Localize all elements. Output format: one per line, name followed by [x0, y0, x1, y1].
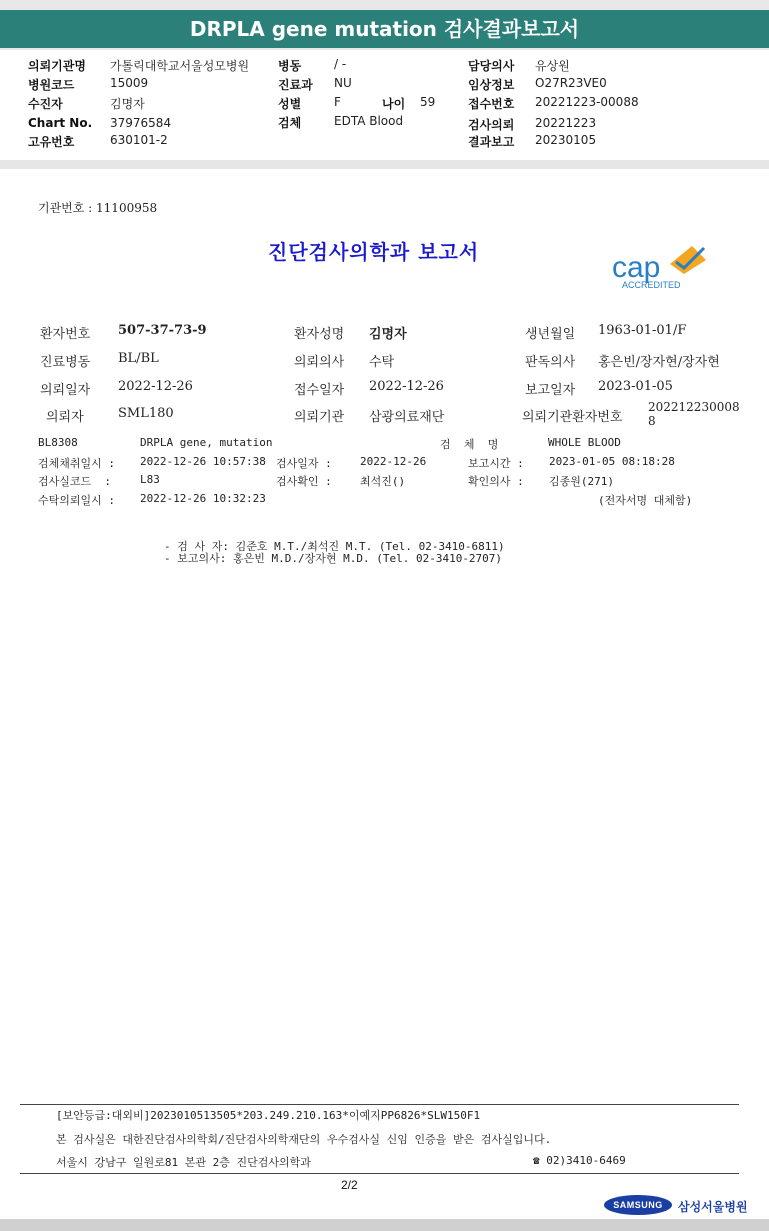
header-label: Chart No.	[28, 116, 93, 130]
header-value: F	[334, 95, 341, 109]
detail-label: 수탁의뢰일시 :	[38, 494, 116, 507]
report-title-bar: DRPLA gene mutation 검사결과보고서	[0, 10, 769, 48]
detail-label: 확인의사 :	[468, 475, 524, 488]
detail-value: 최석진()	[360, 475, 406, 488]
report-heading: 진단검사의학과 보고서	[268, 240, 480, 264]
grid-label: 진료병동	[40, 355, 91, 370]
staff-line: - 검 사 자: 김준호 M.T./최석진 M.T. (Tel. 02-3410-6811)	[164, 540, 505, 553]
header-value: 37976584	[110, 116, 172, 130]
grid-value: 수탁	[369, 355, 395, 370]
header-label: 진료과	[278, 78, 313, 92]
detail-label: 검체채취일시 :	[38, 457, 116, 470]
cap-logo-word: cap	[612, 251, 661, 284]
grid-value: 삼광의료재단	[369, 410, 445, 425]
certification-line: 본 검사실은 대한진단검사의학회/진단검사의학재단의 우수검사실 신임 인증을 받은 검사실입니다.	[56, 1133, 552, 1146]
header-value: 가톨릭대학교서울성모병원	[110, 59, 250, 73]
grid-value: 1963-01-01/F	[598, 323, 687, 338]
header-value: 15009	[110, 76, 149, 90]
bottom-scroll-band	[0, 1219, 769, 1231]
detail-label: 보고시간 :	[468, 457, 524, 470]
detail-value: 김종원(271)	[549, 475, 614, 488]
grid-label: 의뢰기관	[294, 410, 345, 425]
header-value: O27R23VE0	[535, 76, 607, 90]
detail-label: 검사일자 :	[276, 457, 332, 470]
header-value: 20230105	[535, 133, 597, 147]
header-label: 임상정보	[468, 78, 515, 92]
header-value: / -	[334, 57, 347, 71]
header-value: 20221223-00088	[535, 95, 639, 109]
header-value: EDTA Blood	[334, 114, 404, 128]
header-label: 병동	[278, 59, 302, 73]
detail-value: 2022-12-26	[360, 455, 427, 468]
e-signature-note: (전자서명 대체함)	[598, 494, 693, 507]
grid-label: 판독의사	[525, 355, 576, 370]
samsung-logo: SAMSUNG	[604, 1195, 672, 1215]
cap-logo-sub: ACCREDITED	[622, 280, 681, 290]
grid-label: 접수일자	[294, 383, 345, 398]
footer-bottom-rule	[20, 1173, 739, 1174]
grid-label: 보고일자	[525, 383, 576, 398]
grid-label: 의뢰기관환자번호	[522, 410, 623, 425]
grid-label: 환자성명	[294, 327, 345, 342]
grid-value-wrap: 8	[648, 414, 656, 428]
grid-value: 2022-12-26	[118, 379, 193, 394]
grid-value: SML180	[118, 406, 174, 421]
grid-label: 의뢰자	[46, 410, 84, 425]
cap-accredited-logo	[612, 244, 712, 292]
detail-label: 검사실코드 :	[38, 475, 111, 488]
test-name: DRPLA gene, mutation	[140, 436, 273, 449]
detail-value: 2022-12-26 10:32:23	[140, 492, 266, 505]
patient-number: 507-37-73-9	[118, 323, 207, 338]
test-code: BL8308	[38, 436, 78, 449]
grid-label: 생년월일	[525, 327, 576, 342]
page-number: 2/2	[341, 1178, 358, 1192]
header-value: 630101-2	[110, 133, 168, 147]
footer-top-rule	[20, 1104, 739, 1105]
header-value: 20221223	[535, 116, 597, 130]
detail-value: L83	[140, 473, 160, 486]
header-label: 검체	[278, 116, 302, 130]
header-label: 담당의사	[468, 59, 515, 73]
grid-label: 환자번호	[40, 327, 91, 342]
header-value: NU	[334, 76, 352, 90]
header-label: 의뢰기관명	[28, 59, 86, 73]
detail-value: 2023-01-05 08:18:28	[549, 455, 675, 468]
header-label: 검사의뢰	[468, 118, 515, 132]
grid-value: 2023-01-05	[598, 379, 673, 394]
header-value: 김명자	[110, 97, 145, 111]
header-label: 성별	[278, 97, 302, 111]
patient-name: 김명자	[369, 327, 407, 342]
header-label: 고유번호	[28, 135, 75, 149]
grid-value: 202212230008	[648, 400, 740, 414]
detail-label: 검사확인 :	[276, 475, 332, 488]
grid-value: BL/BL	[118, 351, 159, 366]
address-line: 서울시 강남구 일원로81 본관 2층 진단검사의학과	[56, 1156, 311, 1169]
hospital-name: 삼성서울병원	[678, 1200, 748, 1214]
header-value: 59	[420, 95, 436, 109]
grid-label: 의뢰일자	[40, 383, 91, 398]
specimen-label: 검 체 명	[440, 438, 499, 451]
header-label: 결과보고	[468, 135, 515, 149]
phone-line: ☎ 02)3410-6469	[533, 1154, 626, 1167]
grid-value: 2022-12-26	[369, 379, 444, 394]
header-label: 접수번호	[468, 97, 515, 111]
specimen-value: WHOLE BLOOD	[548, 436, 621, 449]
detail-value: 2022-12-26 10:57:38	[140, 455, 266, 468]
staff-line: - 보고의사: 홍은빈 M.D./장자현 M.D. (Tel. 02-3410-2707)	[164, 552, 503, 565]
grid-value: 홍은빈/장자현/장자현	[598, 355, 720, 370]
header-label: 병원코드	[28, 78, 75, 92]
header-label: 수진자	[28, 97, 63, 111]
security-line: [보안등급:대외비]2023010513505*203.249.210.163*이예지PP6826*SLW150F1	[56, 1109, 481, 1122]
institution-number: 기관번호 : 11100958	[38, 201, 158, 215]
header-label: 나이	[382, 97, 406, 111]
header-value: 유상원	[535, 59, 570, 73]
grid-label: 의뢰의사	[294, 355, 345, 370]
header-separator	[0, 160, 769, 169]
